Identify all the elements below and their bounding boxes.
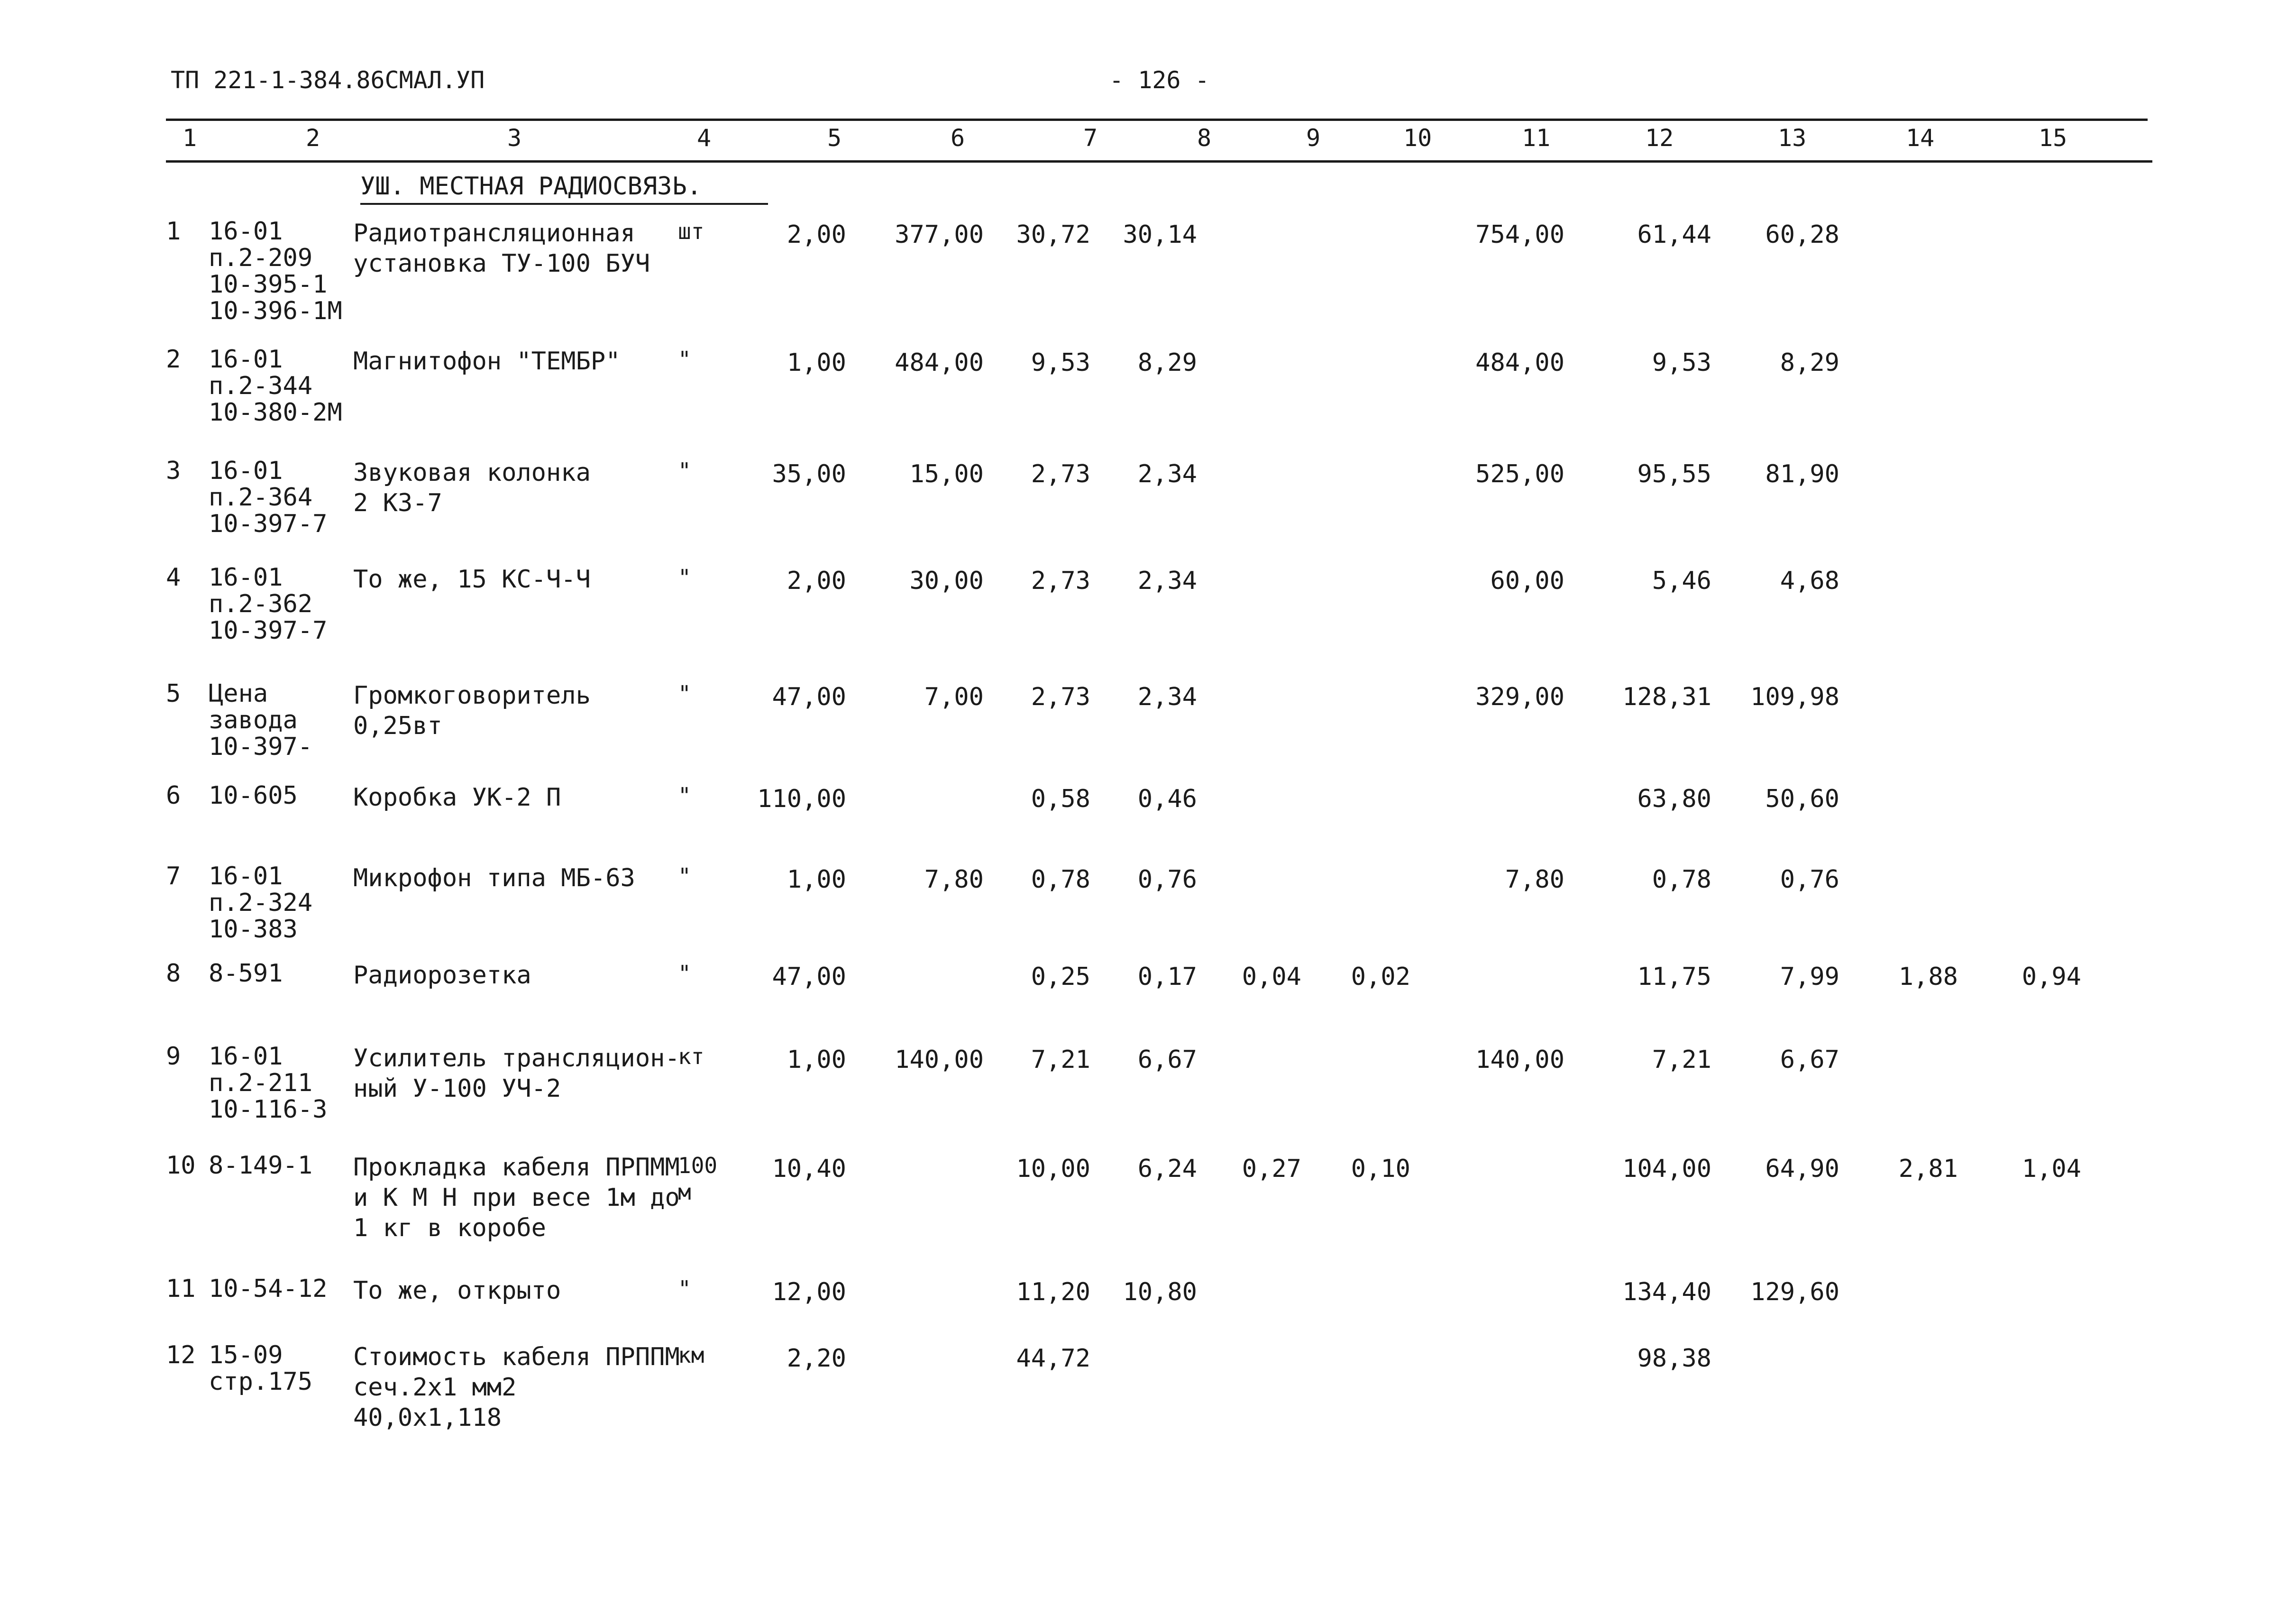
cell-c12: 61,44 <box>1637 220 1711 249</box>
price-code-line: 16-01 <box>209 345 283 374</box>
column-number-15: 15 <box>2039 124 2067 152</box>
price-code-line: 16-01 <box>209 1042 283 1071</box>
price-code <box>209 1152 312 1179</box>
cell-c13: 64,90 <box>1765 1155 1839 1183</box>
cell-c11: 484,00 <box>1475 349 1564 377</box>
cell-c6: 377,00 <box>895 220 984 249</box>
cell-c13: 8,29 <box>1780 349 1839 377</box>
cell-c7: 0,78 <box>1031 865 1090 894</box>
unit: " <box>678 783 691 808</box>
price-code-line: 10-380-2М <box>209 398 342 427</box>
item-name-line: Прокладка кабеля ПРПММ <box>353 1153 680 1182</box>
item-name-line: Коробка УК-2 П <box>353 783 561 812</box>
header-top-rule <box>166 119 2148 121</box>
item-name-line: установка ТУ-100 БУЧ <box>353 249 650 278</box>
cell-c8: 30,14 <box>1123 220 1197 249</box>
item-name-line: 1 кг в коробе <box>353 1214 546 1242</box>
column-number-5: 5 <box>827 124 842 152</box>
unit: " <box>678 1276 691 1302</box>
column-number-9: 9 <box>1306 124 1321 152</box>
item-name <box>353 1342 680 1433</box>
item-name <box>353 1275 561 1306</box>
cell-c8: 2,34 <box>1137 683 1197 711</box>
section-title-underline <box>360 203 768 205</box>
item-name-line: 2 КЗ-7 <box>353 489 442 517</box>
price-code <box>209 218 342 324</box>
price-code-line: 10-605 <box>209 781 298 810</box>
item-name-line: То же, открыто <box>353 1276 561 1305</box>
cell-c5: 1,00 <box>787 1046 846 1074</box>
header-bottom-rule <box>166 160 2152 163</box>
item-name-line: сеч.2х1 мм2 <box>353 1373 517 1402</box>
price-code <box>209 564 327 644</box>
item-name <box>353 458 591 518</box>
price-code-line: завода <box>209 706 298 734</box>
price-code <box>209 346 342 426</box>
row-number: 10 <box>166 1151 196 1180</box>
price-code-line: 10-383 <box>209 915 298 944</box>
cell-c8: 0,46 <box>1137 785 1197 813</box>
price-code <box>209 960 283 987</box>
column-number-1: 1 <box>182 124 197 152</box>
price-code-line: 16-01 <box>209 457 283 485</box>
price-code-line: стр.175 <box>209 1367 313 1396</box>
price-code-line: 10-397-7 <box>209 510 328 538</box>
cell-c6: 30,00 <box>909 567 984 595</box>
unit: км <box>678 1342 704 1368</box>
price-code-line: 10-396-1М <box>209 297 342 325</box>
column-number-4: 4 <box>696 124 712 152</box>
price-code-line: п.2-344 <box>209 372 313 400</box>
cell-c12: 5,46 <box>1652 567 1711 595</box>
cell-c8: 0,76 <box>1137 865 1197 894</box>
cell-c11: 329,00 <box>1475 683 1564 711</box>
cell-c11: 525,00 <box>1475 460 1564 488</box>
price-code-line: 16-01 <box>209 563 283 592</box>
cell-c7: 7,21 <box>1031 1046 1090 1074</box>
cell-c7: 2,73 <box>1031 460 1090 488</box>
item-name <box>353 218 650 279</box>
row-number: 4 <box>166 563 181 592</box>
cell-c12: 95,55 <box>1637 460 1711 488</box>
cell-c6: 15,00 <box>909 460 984 488</box>
row-number: 9 <box>166 1042 181 1071</box>
column-number-7: 7 <box>1083 124 1098 152</box>
item-name <box>353 564 591 595</box>
cell-c5: 2,00 <box>787 567 846 595</box>
cell-c12: 9,53 <box>1652 349 1711 377</box>
price-code-line: Цена <box>209 679 268 708</box>
cell-c5: 2,00 <box>787 220 846 249</box>
cell-c13: 0,76 <box>1780 865 1839 894</box>
item-name-line: и К М Н при весе 1м до <box>353 1184 680 1212</box>
column-number-10: 10 <box>1403 124 1432 152</box>
cell-c7: 9,53 <box>1031 349 1090 377</box>
cell-c12: 11,75 <box>1637 963 1711 991</box>
cell-c13: 4,68 <box>1780 567 1839 595</box>
price-code-line: п.2-364 <box>209 483 313 512</box>
cell-c7: 30,72 <box>1016 220 1090 249</box>
row-number: 3 <box>166 457 181 485</box>
cell-c6: 140,00 <box>895 1046 984 1074</box>
row-number: 5 <box>166 679 181 708</box>
cell-c5: 10,40 <box>772 1155 846 1183</box>
price-code <box>209 863 312 943</box>
cell-c9: 0,27 <box>1242 1155 1301 1183</box>
item-name <box>353 782 561 813</box>
cell-c12: 128,31 <box>1622 683 1711 711</box>
unit: " <box>678 347 691 372</box>
item-name-line: Радиорозетка <box>353 961 531 990</box>
cell-c11: 140,00 <box>1475 1046 1564 1074</box>
cell-c8: 2,34 <box>1137 460 1197 488</box>
row-number: 8 <box>166 959 181 988</box>
unit: " <box>678 458 691 484</box>
cell-c12: 104,00 <box>1622 1155 1711 1183</box>
item-name <box>353 346 621 376</box>
column-number-8: 8 <box>1197 124 1212 152</box>
document-code: ТП 221-1-384.86СМАЛ.УП <box>171 66 485 94</box>
cell-c5: 2,20 <box>787 1344 846 1373</box>
item-name-line: Магнитофон "ТЕМБР" <box>353 347 621 376</box>
price-code-line: 8-149-1 <box>209 1151 313 1180</box>
cell-c7: 11,20 <box>1016 1278 1090 1306</box>
cell-c13: 6,67 <box>1780 1046 1839 1074</box>
unit: " <box>678 961 691 986</box>
price-code <box>209 782 298 809</box>
cell-c13: 129,60 <box>1750 1278 1839 1306</box>
cell-c14: 1,88 <box>1898 963 1958 991</box>
item-name-line: Микрофон типа МБ-63 <box>353 864 635 892</box>
unit: " <box>678 565 691 590</box>
row-number: 7 <box>166 862 181 890</box>
cell-c5: 110,00 <box>757 785 846 813</box>
cell-c8: 10,80 <box>1123 1278 1197 1306</box>
cell-c6: 7,00 <box>924 683 984 711</box>
row-number: 1 <box>166 217 181 246</box>
cell-c12: 63,80 <box>1637 785 1711 813</box>
cell-c13: 81,90 <box>1765 460 1839 488</box>
price-code-line: п.2-324 <box>209 889 313 917</box>
item-name-line: 0,25вт <box>353 712 442 740</box>
cell-c8: 6,67 <box>1137 1046 1197 1074</box>
item-name-line: ный У-100 УЧ-2 <box>353 1074 561 1103</box>
row-number: 2 <box>166 345 181 374</box>
cell-c14: 2,81 <box>1898 1155 1958 1183</box>
cell-c5: 1,00 <box>787 865 846 894</box>
cell-c15: 1,04 <box>2022 1155 2081 1183</box>
item-name-line: 40,0х1,118 <box>353 1404 502 1432</box>
cell-c8: 8,29 <box>1137 349 1197 377</box>
price-code-line: 15-09 <box>209 1341 283 1369</box>
cell-c6: 7,80 <box>924 865 984 894</box>
item-name <box>353 1152 680 1243</box>
cell-c8: 6,24 <box>1137 1155 1197 1183</box>
item-name-line: То же, 15 КС-Ч-Ч <box>353 565 591 594</box>
price-code-line: 10-397- <box>209 733 313 761</box>
cell-c5: 47,00 <box>772 963 846 991</box>
cell-c12: 98,38 <box>1637 1344 1711 1373</box>
unit: кт <box>678 1044 704 1069</box>
cell-c5: 12,00 <box>772 1278 846 1306</box>
item-name <box>353 863 635 893</box>
column-number-6: 6 <box>950 124 965 152</box>
cell-c7: 44,72 <box>1016 1344 1090 1373</box>
column-number-14: 14 <box>1906 124 1935 152</box>
price-code-line: 10-395-1 <box>209 270 328 299</box>
cell-c12: 7,21 <box>1652 1046 1711 1074</box>
price-code-line: 16-01 <box>209 217 283 246</box>
cell-c10: 0,02 <box>1351 963 1410 991</box>
cell-c11: 7,80 <box>1505 865 1564 894</box>
price-code <box>209 1043 327 1123</box>
cell-c11: 60,00 <box>1490 567 1564 595</box>
cell-c13: 60,28 <box>1765 220 1839 249</box>
price-code-line: 16-01 <box>209 862 283 890</box>
item-name-line: Усилитель трансляцион- <box>353 1044 680 1073</box>
cell-c13: 7,99 <box>1780 963 1839 991</box>
cell-c7: 2,73 <box>1031 683 1090 711</box>
price-code-line: 10-397-7 <box>209 616 328 645</box>
price-code <box>209 458 327 537</box>
price-code-line: 10-116-3 <box>209 1095 328 1124</box>
cell-c10: 0,10 <box>1351 1155 1410 1183</box>
price-code-line: п.2-209 <box>209 244 313 272</box>
unit: " <box>678 863 691 889</box>
cell-c7: 2,73 <box>1031 567 1090 595</box>
unit: 100 м <box>678 1153 718 1205</box>
section-title: УШ. МЕСТНАЯ РАДИОСВЯЗЬ. <box>360 172 702 201</box>
column-number-13: 13 <box>1778 124 1807 152</box>
item-name-line: Стоимость кабеля ПРППМ <box>353 1343 680 1371</box>
cell-c12: 0,78 <box>1652 865 1711 894</box>
item-name-line: Громкоговоритель <box>353 681 591 710</box>
cell-c5: 1,00 <box>787 349 846 377</box>
cell-c13: 109,98 <box>1750 683 1839 711</box>
cell-c9: 0,04 <box>1242 963 1301 991</box>
price-code-line: 8-591 <box>209 959 283 988</box>
column-number-11: 11 <box>1522 124 1551 152</box>
cell-c8: 2,34 <box>1137 567 1197 595</box>
price-code-line: п.2-211 <box>209 1069 313 1097</box>
row-number: 6 <box>166 781 181 810</box>
unit: шт <box>678 219 704 244</box>
item-name-line: Радиотрансляционная <box>353 219 635 248</box>
column-number-12: 12 <box>1645 124 1674 152</box>
price-code <box>209 1342 312 1395</box>
unit: " <box>678 681 691 706</box>
price-code-line: 10-54-12 <box>209 1275 328 1303</box>
cell-c5: 35,00 <box>772 460 846 488</box>
page-number: - 126 - <box>1109 66 1209 94</box>
cell-c7: 0,58 <box>1031 785 1090 813</box>
item-name <box>353 680 591 741</box>
column-number-2: 2 <box>305 124 320 152</box>
cell-c7: 0,25 <box>1031 963 1090 991</box>
cell-c7: 10,00 <box>1016 1155 1090 1183</box>
cell-c6: 484,00 <box>895 349 984 377</box>
item-name <box>353 960 531 991</box>
cell-c15: 0,94 <box>2022 963 2081 991</box>
item-name <box>353 1043 680 1104</box>
row-number: 12 <box>166 1341 196 1369</box>
row-number: 11 <box>166 1275 196 1303</box>
price-code <box>209 680 312 760</box>
cell-c13: 50,60 <box>1765 785 1839 813</box>
column-number-3: 3 <box>507 124 522 152</box>
cell-c12: 134,40 <box>1622 1278 1711 1306</box>
price-code-line: п.2-362 <box>209 590 313 618</box>
cell-c5: 47,00 <box>772 683 846 711</box>
cell-c8: 0,17 <box>1137 963 1197 991</box>
item-name-line: Звуковая колонка <box>353 459 591 487</box>
cell-c11: 754,00 <box>1475 220 1564 249</box>
price-code <box>209 1275 327 1302</box>
